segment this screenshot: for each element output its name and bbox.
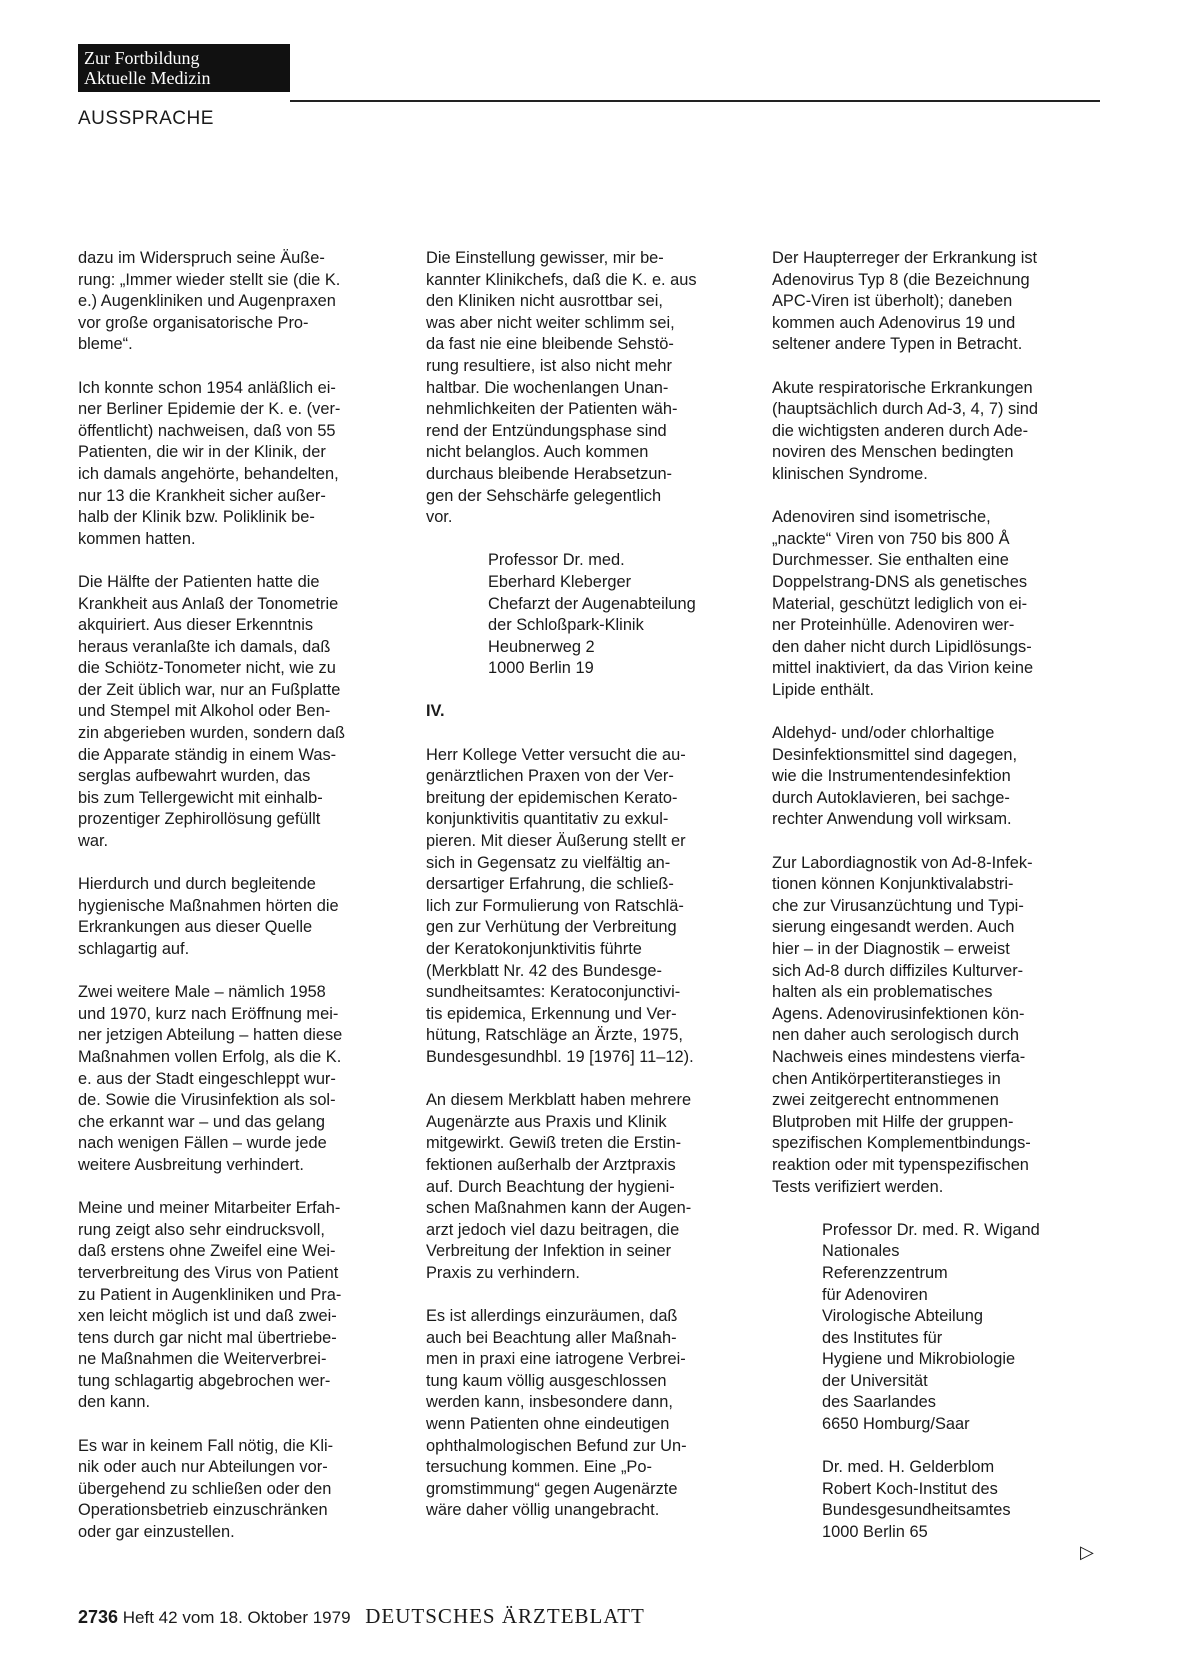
journal-name: DEUTSCHES ÄRZTEBLATT bbox=[365, 1604, 645, 1628]
signature-text: Dr. med. H. Gelderblom Robert Koch-Institut des Bundesgesundheitsamtes 1000 Berlin 65 bbox=[822, 1458, 1011, 1542]
paragraph: Akute respiratorische Erkrankungen (hauptsächlich durch Ad-3, 4, 7) sind die wichtigsten anderen durch Ade- noviren des Menschen bedingten klinischen Syndrome. bbox=[772, 378, 1039, 483]
column-2 bbox=[426, 248, 751, 1544]
paragraph: Die Einstellung gewisser, mir be- kannter Klinikchefs, daß die K. e. aus den Kliniken nicht ausrottbar sei, was aber nicht weiter schlimm sei, da fast nie eine bleibende Sehstö- rung resultiere, ist also nicht mehr haltbar. Die wochenlangen Unan- nehmlichkeiten der Patienten wäh- rend der Entzündungsphase sind nicht belanglos. Auch kommen durchaus bleibende Herabsetzun- gen der Sehschärfe gelegentlich vor. bbox=[426, 249, 697, 527]
author-signature bbox=[772, 1457, 1097, 1543]
column-1 bbox=[78, 248, 388, 1565]
paragraph: Hierdurch und durch begleitende hygienische Maßnahmen hörten die Erkrankungen aus dieser Quelle schlagartig auf. bbox=[78, 875, 339, 958]
section-number: IV. bbox=[426, 702, 445, 721]
paragraph: dazu im Widerspruch seine Äuße- rung: „Immer wieder stellt sie (die K. e.) Augenkliniken und Augenpraxen vor große organisatorische Pro- bleme“. bbox=[78, 249, 341, 354]
paragraph: Adenoviren sind isometrische, „nackte“ Viren von 750 bis 800 Å Durchmesser. Sie enthalten eine Doppelstrang-DNS als genetisches Material, geschützt lediglich von ei- ner Proteinhülle. Adenoviren wer- den daher nicht durch Lipidlösungs- mittel inaktiviert, da das Virion keine Lipide enthält. bbox=[772, 508, 1034, 699]
column-3 bbox=[772, 248, 1097, 1565]
header-line-2: Aktuelle Medizin bbox=[84, 68, 211, 88]
paragraph: Aldehyd- und/oder chlorhaltige Desinfektionsmittel sind dagegen, wie die Instrumentendesinfektion durch Autoklavieren, bei sachge- rechter Anwendung voll wirksam. bbox=[772, 724, 1018, 829]
issue-info: Heft 42 vom 18. Oktober 1979 bbox=[122, 1608, 351, 1627]
continue-arrow-icon: ▷ bbox=[1080, 1542, 1094, 1562]
signature-text: Professor Dr. med. R. Wigand Nationales Referenzzentrum für Adenoviren Virologische Abteilung des Institutes für Hygiene und Mikrobiologie der Universität des Saarlandes 6650 Homburg/Saar bbox=[822, 1220, 1040, 1434]
section-header-box bbox=[78, 44, 290, 92]
paragraph: Zur Labordiagnostik von Ad-8-Infek- tionen können Konjunktivalabstri- che zur Virusanzüchtung und Typi- sierung eingesandt werden. Auch hier – in der Diagnostik – erweist sich Ad-8 durch diffiziles Kulturver- halten als ein problematisches Agens. Adenovirusinfektionen kön- nen daher auch serologisch durch Nachweis eines mindestens vierfa- chen Antikörpertiteranstieges in zwei zeitgerecht entnommenen Blutproben mit Hilfe der gruppen- spezifischen Komplementbindungs- reaktion oder mit typenspezifischen Tests verifiziert werden. bbox=[772, 853, 1033, 1196]
paragraph: Herr Kollege Vetter versucht die au- genärztlichen Praxen von der Ver- breitung der epidemischen Kerato- konjunktivitis quantitativ zu exkul- pieren. Mit dieser Äußerung stellt er sich in Gegensatz zu vielfältig an- dersartiger Erfahrung, die schließ- lich zur Formulierung von Ratschlä- gen zur Verhütung der Verbreitung der Keratokonjunktivitis führte (Merkblatt Nr. 42 des Bundesge- sundheitsamtes: Keratoconjunctivi- tis epidemica, Erkennung und Ver- hütung, Ratschläge an Ärzte, 1975, Bundesgesundhbl. 19 [1976] 11–12). bbox=[426, 745, 694, 1066]
paragraph: Meine und meiner Mitarbeiter Erfah- rung zeigt also sehr eindrucksvoll, daß erstens ohne Zweifel eine Wei- terverbreitung des Virus von Patient zu Patient in Augenkliniken und Pra- xen leicht möglich ist und daß zwei- tens durch gar nicht mal übertriebe- ne Maßnahmen die Weiterverbrei- tung schlagartig abgebrochen wer- den kann. bbox=[78, 1199, 342, 1412]
page-footer bbox=[78, 1604, 645, 1629]
paragraph: Der Haupterreger der Erkrankung ist Adenovirus Typ 8 (die Bezeichnung APC-Viren ist überholt); daneben kommen auch Adenovirus 19 und seltener andere Typen in Betracht. bbox=[772, 249, 1038, 354]
paragraph: An diesem Merkblatt haben mehrere Augenärzte aus Praxis und Klinik mitgewirkt. Gewiß treten die Erstin- fektionen außerhalb der Arztpraxis auf. Durch Beachtung der hygieni- schen Maßnahmen kann der Augen- arzt jedoch viel dazu beitragen, die Verbreitung der Infektion in seiner Praxis zu verhindern. bbox=[426, 1091, 692, 1282]
author-signature bbox=[772, 1220, 1097, 1436]
section-label: AUSSPRACHE bbox=[78, 108, 214, 129]
header-line-1: Zur Fortbildung bbox=[84, 48, 200, 68]
paragraph: Es ist allerdings einzuräumen, daß auch bei Beachtung aller Maßnah- men in praxi eine iatrogene Verbrei- tung kaum völlig ausgeschlossen werden kann, insbesondere dann, wenn Patienten ohne eindeutigen ophthalmologischen Befund zur Un- tersuchung kommen. Eine „Po- gromstimmung“ gegen Augenärzte wäre daher völlig unangebracht. bbox=[426, 1307, 687, 1520]
paragraph: Ich konnte schon 1954 anläßlich ei- ner Berliner Epidemie der K. e. (ver- öffentlicht) nachweisen, daß von 55 Patienten, die wir in der Klinik, der ich damals angehörte, behandelten, nur 13 die Krankheit sicher außer- halb der Klinik bzw. Poliklinik be- kommen hatten. bbox=[78, 378, 341, 548]
paragraph: Die Hälfte der Patienten hatte die Krankheit aus Anlaß der Tonometrie akquiriert. Aus dieser Erkenntnis heraus veranlaßte ich damals, daß die Schiötz-Tonometer nicht, wie zu der Zeit üblich war, nur an Fußplatte und Stempel mit Alkohol oder Ben- zin abgerieben wurden, sondern daß die Apparate ständig in einem Was- serglas aufbewahrt wurden, das bis zum Tellergewicht mit einhalb- prozentiger Zephirollösung gefüllt war. bbox=[78, 572, 345, 851]
paragraph: Zwei weitere Male – nämlich 1958 und 1970, kurz nach Eröffnung mei- ner jetzigen Abteilung – hatten diese Maßnahmen vollen Erfolg, als die K. e. aus der Stadt eingeschleppt wur- de. Sowie die Virusinfektion als sol- che erkannt war – und das gelang nach wenigen Fällen – wurde jede weitere Ausbreitung verhindert. bbox=[78, 983, 343, 1174]
author-signature: Professor Dr. med. Eberhard Kleberger Chefarzt der Augenabteilung der Schloßpark-Klinik Heubnerweg 2 1000 Berlin 19 bbox=[488, 551, 696, 678]
page-number: 2736 bbox=[78, 1607, 119, 1627]
header-rule bbox=[290, 100, 1100, 102]
paragraph: Es war in keinem Fall nötig, die Kli- nik oder auch nur Abteilungen vor- übergehend zu schließen oder den Operationsbetrieb einzuschränken oder gar einzustellen. bbox=[78, 1436, 334, 1542]
